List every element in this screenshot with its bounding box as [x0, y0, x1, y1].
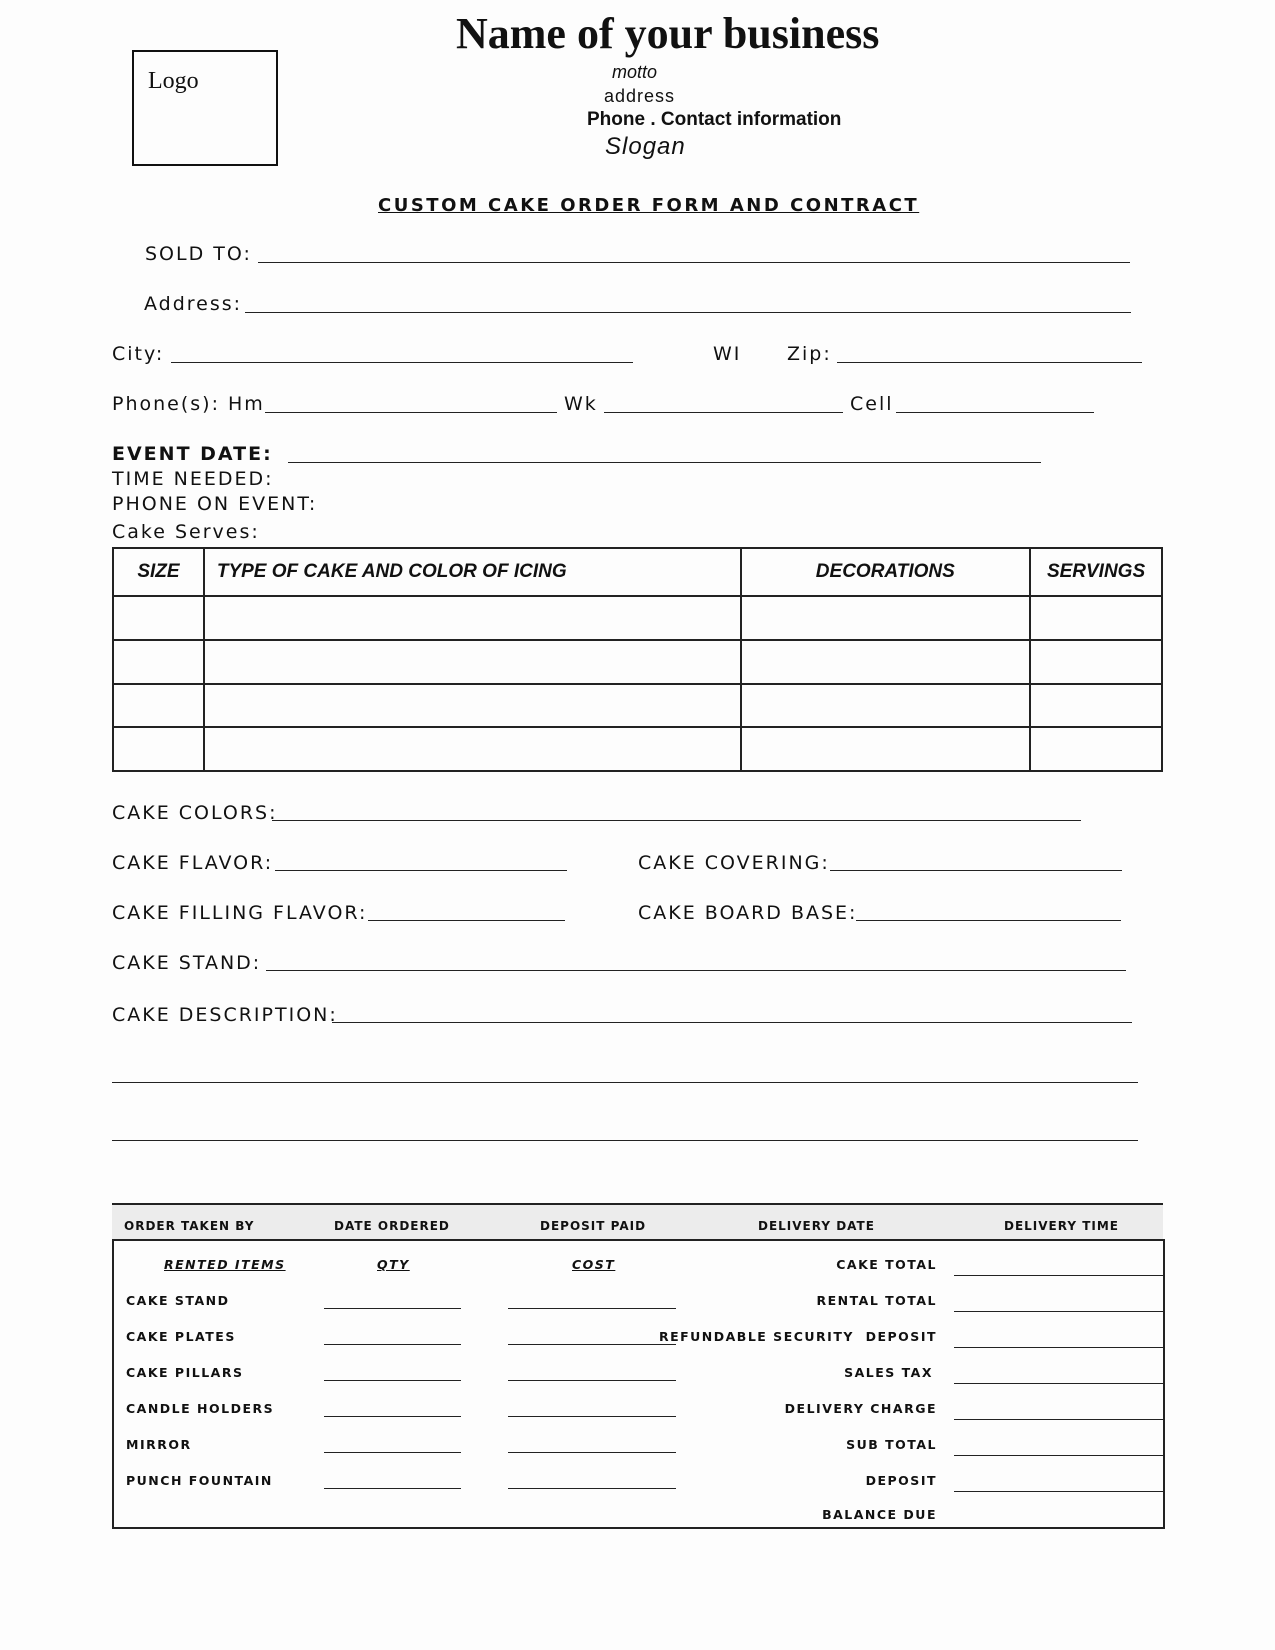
- table-cell[interactable]: [113, 684, 204, 728]
- total-entry-line[interactable]: [954, 1419, 1163, 1420]
- table-cell[interactable]: [741, 684, 1031, 728]
- contact-info: Phone . Contact information: [587, 109, 842, 130]
- cost-header: COST: [572, 1257, 616, 1272]
- qty-line[interactable]: [324, 1380, 461, 1381]
- cake-description-line-3[interactable]: [112, 1140, 1138, 1141]
- table-cell[interactable]: [741, 596, 1031, 640]
- table-cell[interactable]: [204, 596, 741, 640]
- qty-line[interactable]: [324, 1344, 461, 1345]
- deposit-paid-label: DEPOSIT PAID: [540, 1219, 647, 1233]
- event-date-line[interactable]: [288, 462, 1041, 463]
- phone-on-event-label: PHONE ON EVENT:: [112, 493, 318, 515]
- slogan: Slogan: [605, 133, 686, 160]
- delivery-date-label: DELIVERY DATE: [758, 1219, 875, 1233]
- total-entry-line[interactable]: [954, 1311, 1163, 1312]
- cake-flavor-label: CAKE FLAVOR:: [112, 852, 274, 874]
- total-entry-line[interactable]: [954, 1347, 1163, 1348]
- logo-box: [132, 50, 278, 166]
- cake-stand-line[interactable]: [266, 970, 1126, 971]
- city-label: City:: [112, 343, 165, 365]
- rental-item-cake-stand: CAKE STAND: [126, 1293, 230, 1308]
- col-size: SIZE: [113, 548, 204, 596]
- total-entry-line[interactable]: [954, 1275, 1163, 1276]
- qty-line[interactable]: [324, 1488, 461, 1489]
- cake-flavor-line[interactable]: [275, 870, 567, 871]
- rentals-totals-box: [112, 1239, 1165, 1529]
- cake-covering-line[interactable]: [830, 870, 1122, 871]
- rental-item-candle-holders: CANDLE HOLDERS: [126, 1401, 275, 1416]
- order-taken-by-label: ORDER TAKEN BY: [124, 1219, 255, 1233]
- order-info-header: [112, 1203, 1163, 1241]
- sales-tax-label: SALES TAX: [844, 1365, 933, 1380]
- qty-header: QTY: [377, 1257, 410, 1272]
- rented-items-header: RENTED ITEMS: [164, 1257, 286, 1272]
- security-deposit-label: REFUNDABLE SECURITY DEPOSIT: [658, 1329, 937, 1344]
- table-cell[interactable]: [113, 640, 204, 684]
- rental-item-punch-fountain: PUNCH FOUNTAIN: [126, 1473, 273, 1488]
- cake-serves-label: Cake Serves:: [112, 521, 260, 543]
- sold-to-line[interactable]: [258, 262, 1130, 263]
- cake-stand-label: CAKE STAND:: [112, 952, 262, 974]
- qty-line[interactable]: [324, 1416, 461, 1417]
- table-cell[interactable]: [1030, 640, 1162, 684]
- delivery-charge-label: DELIVERY CHARGE: [784, 1401, 937, 1416]
- table-cell[interactable]: [204, 684, 741, 728]
- table-row: [113, 684, 1162, 728]
- cost-line[interactable]: [508, 1452, 676, 1453]
- cake-total-label: CAKE TOTAL: [836, 1257, 937, 1272]
- city-line[interactable]: [171, 362, 633, 363]
- rental-item-mirror: MIRROR: [126, 1437, 192, 1452]
- balance-due-label: BALANCE DUE: [822, 1507, 937, 1522]
- phone-hm-line[interactable]: [265, 412, 557, 413]
- sub-total-label: SUB TOTAL: [846, 1437, 937, 1452]
- address-line-field[interactable]: [245, 312, 1131, 313]
- table-cell[interactable]: [204, 640, 741, 684]
- table-cell[interactable]: [204, 727, 741, 771]
- cake-description-line-2[interactable]: [112, 1082, 1138, 1083]
- cake-colors-line[interactable]: [272, 820, 1081, 821]
- table-row: [113, 596, 1162, 640]
- total-entry-line[interactable]: [954, 1491, 1163, 1492]
- rental-item-cake-pillars: CAKE PILLARS: [126, 1365, 244, 1380]
- col-servings: SERVINGS: [1030, 548, 1162, 596]
- time-needed-label: TIME NEEDED:: [112, 468, 274, 490]
- phone-hm-label: Phone(s): Hm: [112, 393, 265, 415]
- table-cell[interactable]: [741, 727, 1031, 771]
- qty-line[interactable]: [324, 1452, 461, 1453]
- logo-placeholder: Logo: [148, 68, 199, 94]
- table-cell[interactable]: [741, 640, 1031, 684]
- cake-filling-label: CAKE FILLING FLAVOR:: [112, 902, 368, 924]
- cost-line[interactable]: [508, 1416, 676, 1417]
- cake-colors-label: CAKE COLORS:: [112, 802, 278, 824]
- cost-line[interactable]: [508, 1308, 676, 1309]
- table-cell[interactable]: [1030, 727, 1162, 771]
- rental-item-cake-plates: CAKE PLATES: [126, 1329, 236, 1344]
- col-decorations: DECORATIONS: [741, 548, 1031, 596]
- phone-wk-line[interactable]: [604, 412, 843, 413]
- table-cell[interactable]: [113, 596, 204, 640]
- cost-line[interactable]: [508, 1380, 676, 1381]
- date-ordered-label: DATE ORDERED: [334, 1219, 450, 1233]
- cost-line[interactable]: [508, 1488, 676, 1489]
- form-title: CUSTOM CAKE ORDER FORM AND CONTRACT: [378, 195, 920, 216]
- cake-description-label: CAKE DESCRIPTION:: [112, 1004, 338, 1026]
- business-name: Name of your business: [456, 9, 880, 58]
- address-line: address: [604, 86, 676, 106]
- motto: motto: [612, 62, 658, 82]
- sold-to-label: SOLD TO:: [145, 243, 252, 265]
- event-date-label: EVENT DATE:: [112, 443, 273, 465]
- delivery-time-label: DELIVERY TIME: [1004, 1219, 1119, 1233]
- cake-board-line[interactable]: [856, 920, 1121, 921]
- qty-line[interactable]: [324, 1308, 461, 1309]
- table-row: [113, 640, 1162, 684]
- phone-cell-label: Cell: [850, 393, 894, 415]
- col-type: TYPE OF CAKE AND COLOR OF ICING: [204, 548, 741, 596]
- table-cell[interactable]: [1030, 684, 1162, 728]
- state-label: WI: [713, 343, 742, 365]
- rental-total-label: RENTAL TOTAL: [816, 1293, 937, 1308]
- table-cell[interactable]: [1030, 596, 1162, 640]
- total-entry-line[interactable]: [954, 1455, 1163, 1456]
- cake-covering-label: CAKE COVERING:: [638, 852, 830, 874]
- cost-line[interactable]: [508, 1344, 676, 1345]
- table-row: [113, 727, 1162, 771]
- cake-board-label: CAKE BOARD BASE:: [638, 902, 858, 924]
- table-cell[interactable]: [113, 727, 204, 771]
- total-entry-line[interactable]: [954, 1383, 1163, 1384]
- phone-wk-label: Wk: [564, 393, 598, 415]
- cake-description-line[interactable]: [332, 1022, 1132, 1023]
- address-label: Address:: [144, 293, 243, 315]
- cake-filling-line[interactable]: [368, 920, 565, 921]
- zip-line[interactable]: [837, 362, 1142, 363]
- deposit-label: DEPOSIT: [865, 1473, 937, 1488]
- table-header-row: [113, 548, 1162, 596]
- zip-label: Zip:: [787, 343, 832, 365]
- phone-cell-line[interactable]: [896, 412, 1094, 413]
- cake-order-table: [112, 547, 1163, 772]
